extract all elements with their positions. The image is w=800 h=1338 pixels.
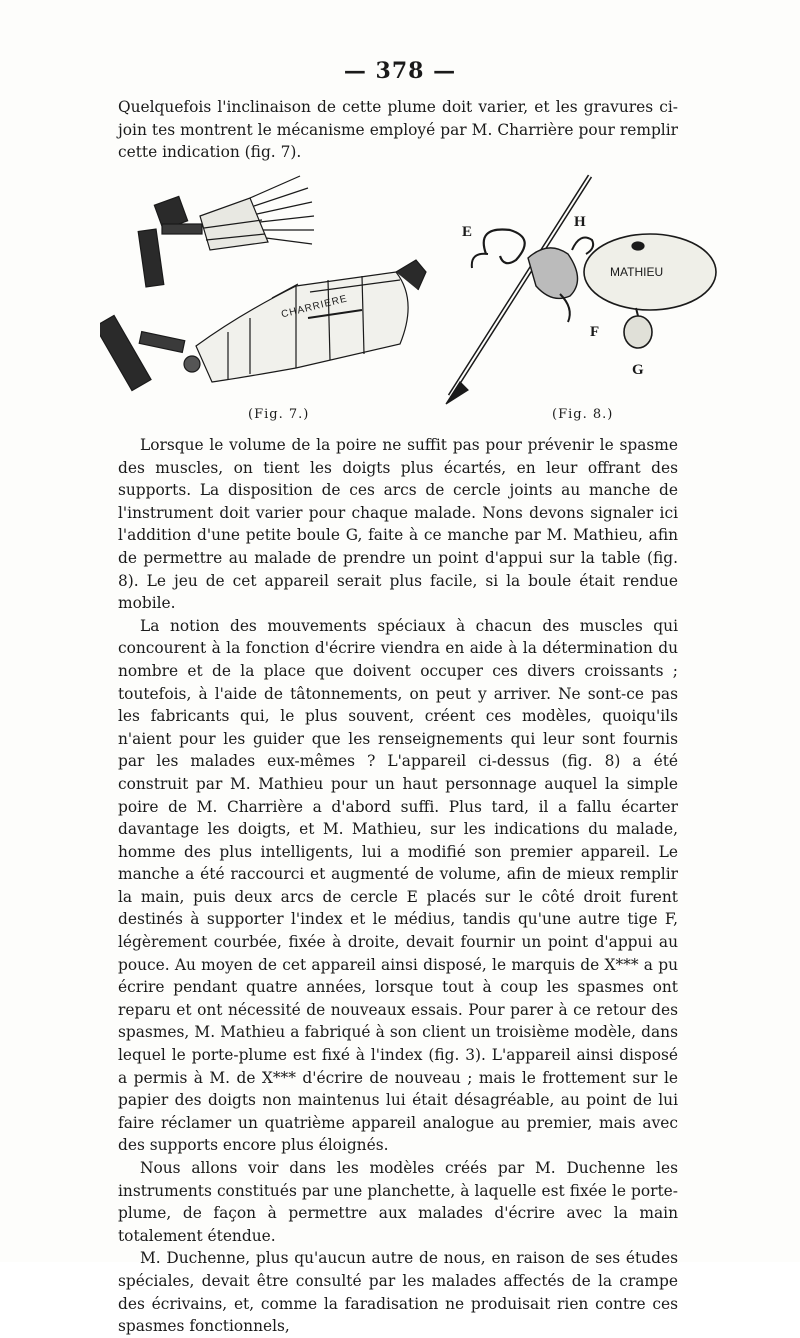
body-text-block: [118, 434, 678, 1338]
fig7-upper-pear: [200, 176, 314, 250]
body-paragraph-2: La notion des mouvements spéciaux à chacun des muscles qui concourent à la fonction d'écrire viendra en aide à la détermination du nombre et de la place que doivent occuper ces divers croissants ; toutefois, à l'aide de tâtonnements, on peut y arriver. Ne sont-ce pas les fabricants qui, le plus souvent, créent ces modèles, quoiqu'ils n'aient pour les guider que les renseignements qui leur sont fournis par les malades eux-mêmes ? L'appareil ci-dessus (fig. 8) a été construit par M. Mathieu pour un haut personnage auquel la simple poire de M. Charrière a d'abord suffi. Plus tard, il a fallu écarter davantage les doigts, et M. Mathieu, sur les indications du malade, homme des plus intelligents, lui a modifié son premier appareil. Le manche a été raccourci et augmenté de volume, afin de mieux remplir la main, puis deux arcs de cercle E placés sur le côté droit furent destinés à supporter l'index et le médius, tandis qu'une autre tige F, légèrement courbée, fixée à droite, devait fournir un point d'appui au pouce. Au moyen de cet appareil ainsi disposé, le marquis de X*** a pu écrire pendant quatre années, lorsque tout à coup les spasmes ont reparu et ont nécessité de nouveaux essais. Pour parer à ce retour des spasmes, M. Mathieu a fabriqué à son client un troisième modèle, dans lequel le porte-plume est fixé à l'index (fig. 3). L'appareil ainsi disposé a permis à M. de X*** d'écrire de nouveau ; mais le frottement sur le papier des doigts non maintenus lui était désagréable, au point de lui faire réclamer un quatrième appareil analogue au premier, mais avec des supports encore plus éloignés.: [118, 616, 678, 1155]
intro-paragraph: Quelquefois l'inclinaison de cette plume doit varier, et les gravures ci-join tes montrent le mécanisme employé par M. Charrière pour remplir cette indication (fig. 7).: [118, 98, 678, 162]
body-paragraph-3: Nous allons voir dans les modèles créés par M. Duchenne les instruments constitués par une planchette, à laquelle est fixée le porte-plume, de façon à permettre aux malades d'écrire avec la main totalement étendue.: [118, 1159, 678, 1245]
page-number: — 378 —: [343, 58, 457, 84]
fig8-clamp: [528, 248, 578, 299]
intro-text-block: [118, 96, 678, 164]
body-paragraph-1: Lorsque le volume de la poire ne suffit pas pour prévenir le spasme des muscles, on tient les doigts plus écartés, en leur offrant des supports. La disposition de ces arcs de cercle joints au manche de l'instrument doit varier pour chaque malade. Nons devons signaler ici l'addition d'une petite boule G, faite à ce manche par M. Mathieu, afin de permettre au malade de prendre un point d'appui sur la table (fig. 8). Le jeu de cet appareil serait plus facile, si la boule était rendue mobile.: [118, 436, 678, 613]
fig7-engraving: CHARRIERE: [280, 293, 349, 321]
fig8-engraving: MATHIEU: [610, 265, 664, 279]
fig8-illustration: [440, 168, 740, 408]
fig8-arcs-e: [484, 230, 525, 264]
fig8-label-h: H: [574, 214, 586, 230]
fig8-caption: (Fig. 8.): [552, 407, 614, 422]
fig8-label-e: E: [462, 224, 473, 240]
fig7-lower-pear: [196, 260, 426, 382]
figure-area: [0, 168, 800, 428]
fig7-illustration: [100, 168, 440, 398]
fig8-ball-g: [624, 316, 652, 348]
fig7-upper-handle: [138, 196, 202, 287]
fig8-hook-h: [572, 238, 593, 254]
fig8-label-g: G: [632, 362, 644, 378]
body-paragraph-4: M. Duchenne, plus qu'aucun autre de nous, en raison de ses études spéciales, devait être consulté par les malades affectés de la crampe des écrivains, et, comme la faradisation ne produisait rien contre ces spasmes fonctionnels,: [118, 1249, 678, 1336]
fig7-lower-handle: [100, 315, 200, 390]
fig7-caption: (Fig. 7.): [248, 407, 310, 422]
fig8-label-f: F: [590, 324, 600, 340]
